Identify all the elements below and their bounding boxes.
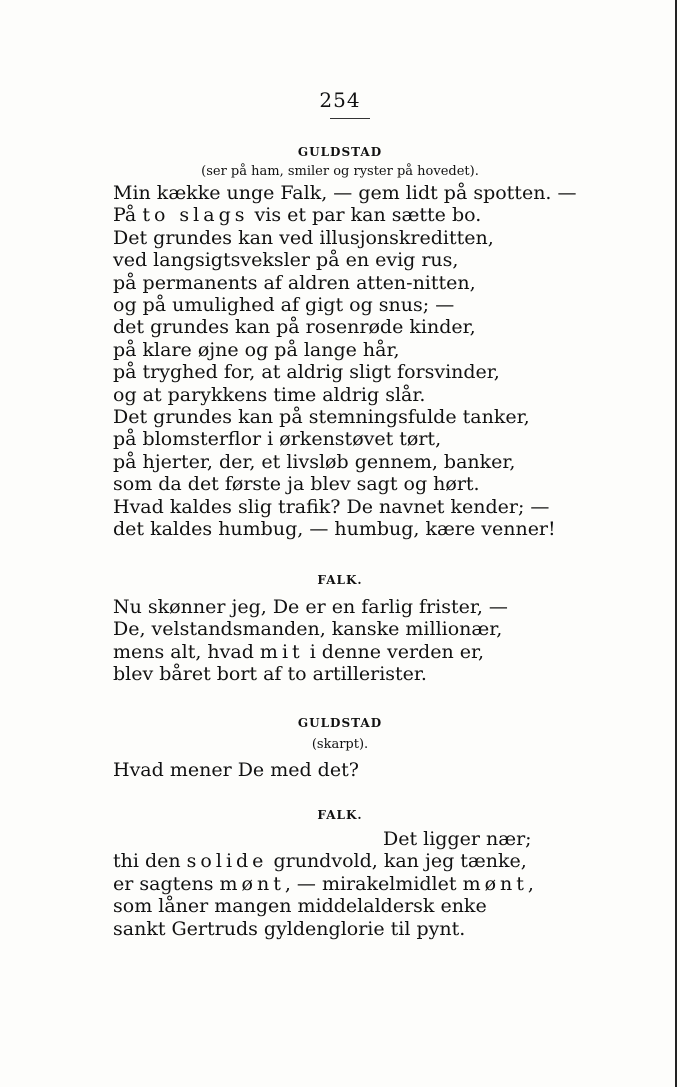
page-number: 254 bbox=[319, 88, 361, 112]
verse-line: mens alt, hvad mit i denne verden er, bbox=[113, 640, 484, 663]
speaker-guldstad: GULDSTAD bbox=[297, 716, 383, 730]
emphasis: mønt bbox=[219, 872, 285, 895]
verse-block-4 bbox=[113, 828, 653, 940]
verse-line: det grundes kan på rosenrøde kinder, bbox=[113, 316, 476, 339]
verse-line: på klare øjne og på lange hår, bbox=[113, 338, 400, 361]
verse-line: sankt Gertruds gyldenglorie til pynt. bbox=[113, 917, 466, 940]
emphasis: mønt bbox=[462, 872, 528, 895]
speaker-falk: FALK. bbox=[317, 573, 363, 587]
verse-line: ved langsigtsveksler på en evig rus, bbox=[113, 249, 459, 272]
verse-line: Hvad kaldes slig trafik? De navnet kender; — bbox=[113, 495, 550, 518]
verse-line: som låner mangen middelaldersk enke bbox=[113, 895, 487, 918]
verse-line: Det grundes kan på stemningsfulde tanker, bbox=[113, 406, 530, 429]
verse-line: på permanents af aldren atten-nitten, bbox=[113, 271, 476, 294]
stage-direction: (ser på ham, smiler og ryster på hovedet). bbox=[201, 164, 479, 179]
page-number-underline bbox=[330, 118, 370, 119]
verse-block-1 bbox=[113, 182, 653, 541]
verse-line: på tryghed for, at aldrig sligt forsvinder, bbox=[113, 361, 500, 384]
verse-line: på blomsterflor i ørkenstøvet tørt, bbox=[113, 428, 442, 451]
verse-line: De, velstandsmanden, kanske millionær, bbox=[113, 618, 503, 641]
verse-line: thi den solide grundvold, kan jeg tænke, bbox=[113, 850, 527, 873]
verse-line: På to slags vis et par kan sætte bo. bbox=[113, 204, 482, 227]
emphasis: to slags bbox=[142, 204, 249, 227]
verse-line: som da det første ja blev sagt og hørt. bbox=[113, 473, 480, 496]
speaker-falk: FALK. bbox=[317, 808, 363, 822]
verse-line: Nu skønner jeg, De er en farlig frister, — bbox=[113, 596, 508, 618]
speaker-guldstad: GULDSTAD bbox=[297, 145, 383, 159]
emphasis: solide bbox=[186, 850, 268, 873]
verse-line: Min kække unge Falk, — gem lidt på spotten. — bbox=[113, 182, 577, 204]
verse-line: og på umulighed af gigt og snus; — bbox=[113, 294, 455, 317]
verse-line: er sagtens mønt, — mirakelmidlet mønt, bbox=[113, 872, 534, 895]
stage-direction: (skarpt). bbox=[311, 737, 369, 752]
verse-line: det kaldes humbug, — humbug, kære venner! bbox=[113, 518, 556, 541]
verse-line: og at parykkens time aldrig slår. bbox=[113, 383, 426, 406]
verse-line: Det grundes kan ved illusjonskreditten, bbox=[113, 226, 494, 249]
verse-line: på hjerter, der, et livsløb gennem, banker, bbox=[113, 450, 516, 473]
emphasis: mit bbox=[259, 640, 304, 663]
verse-line: Hvad mener De med det? bbox=[113, 759, 359, 781]
verse-line: blev båret bort af to artillerister. bbox=[113, 663, 427, 686]
verse-block-3 bbox=[113, 759, 653, 781]
verse-block-2 bbox=[113, 596, 653, 686]
verse-line: Det ligger nær; bbox=[383, 828, 532, 850]
